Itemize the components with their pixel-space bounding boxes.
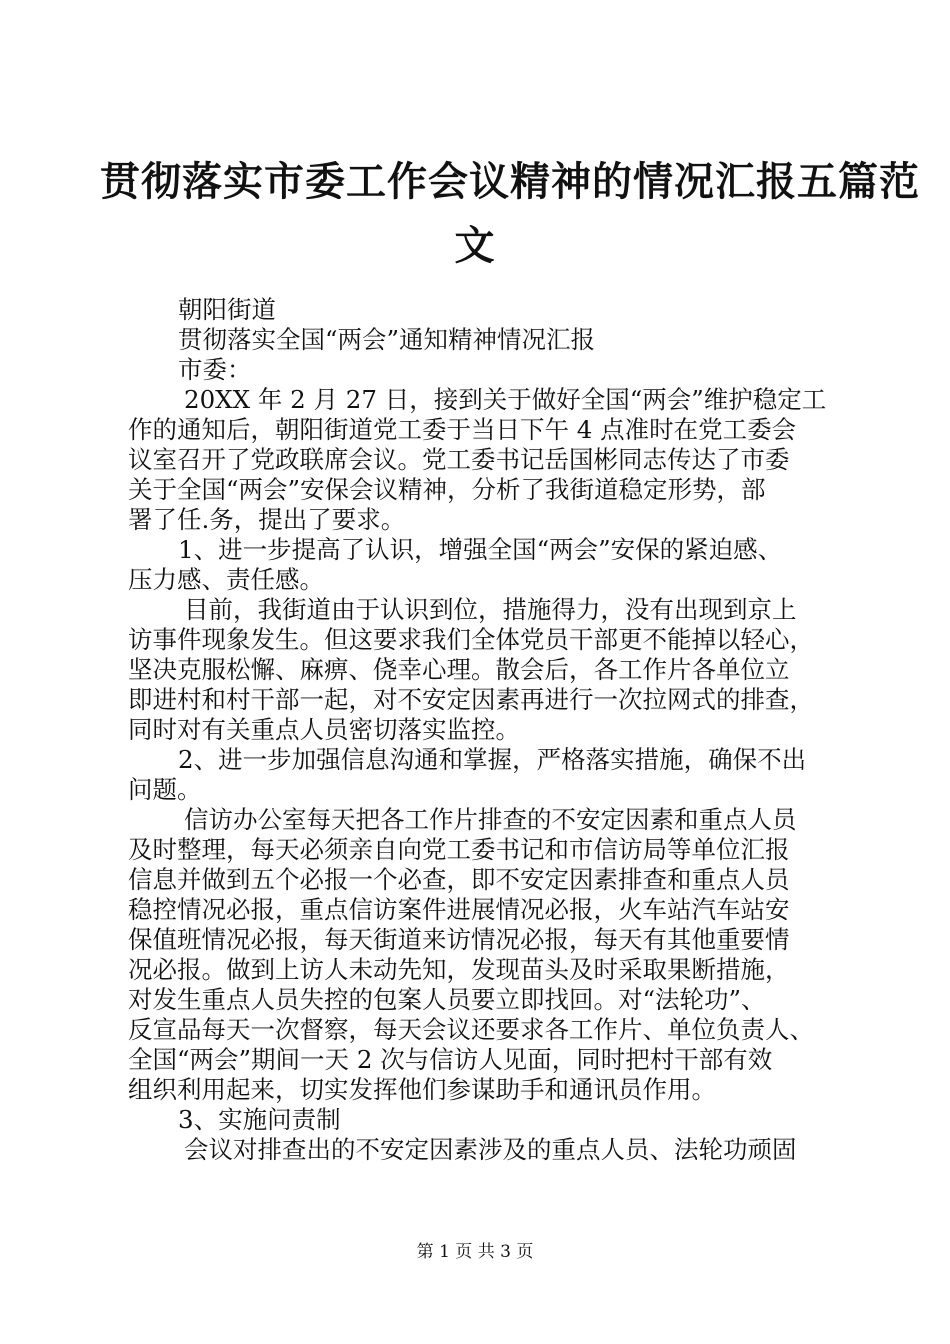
paragraph-line: 及时整理，每天必须亲自向党工委书记和市信访局等单位汇报	[128, 835, 790, 864]
document-title	[100, 150, 920, 278]
paragraph-line: 目前，我街道由于认识到位，措施得力，没有出现到京上	[184, 595, 797, 624]
paragraph-line: 作的通知后，朝阳街道党工委于当日下午 4 点准时在党工委会	[128, 415, 797, 444]
paragraph-line: 问题。	[128, 775, 202, 804]
paragraph-line: 稳控情况必报，重点信访案件进展情况必报，火车站汽车站安	[128, 895, 790, 924]
paragraph-line: 议室召开了党政联席会议。党工委书记岳国彬同志传达了市委	[128, 445, 790, 474]
paragraph-line: 保值班情况必报，每天街道来访情况必报，每天有其他重要情	[128, 925, 790, 954]
paragraph-line: 贯彻落实全国“两会”通知精神情况汇报	[178, 325, 596, 354]
paragraph-line: 压力感、责任感。	[128, 565, 324, 594]
paragraph-line: 即进村和村干部一起，对不安定因素再进行一次拉网式的排查，	[128, 685, 814, 714]
paragraph-line: 反宣品每天一次督察，每天会议还要求各工作片、单位负责人、	[128, 1015, 814, 1044]
paragraph-line: 信访办公室每天把各工作片排查的不安定因素和重点人员	[184, 805, 797, 834]
paragraph-line: 关于全国“两会”安保会议精神，分析了我街道稳定形势，部	[128, 475, 766, 504]
paragraph-line: 访事件现象发生。但这要求我们全体党员干部更不能掉以轻心，	[128, 625, 814, 654]
paragraph-line: 20XX 年 2 月 27 日，接到关于做好全国“两会”维护稳定工	[184, 385, 827, 414]
paragraph-line: 3、实施问责制	[178, 1105, 341, 1134]
paragraph-line: 对发生重点人员失控的包案人员要立即找回。对“法轮功”、	[128, 985, 766, 1014]
paragraph-line: 信息并做到五个必报一个必查，即不安定因素排查和重点人员	[128, 865, 790, 894]
paragraph-line: 署了任.务，提出了要求。	[128, 505, 406, 534]
document-body	[128, 295, 828, 1165]
title-line: 贯彻落实市委工作会议精神的情况汇报五篇范	[100, 158, 920, 205]
paragraph-line: 1、进一步提高了认识，增强全国“两会”安保的紧迫感、	[178, 535, 783, 564]
paragraph-line: 2、进一步加强信息沟通和掌握，严格落实措施，确保不出	[178, 745, 807, 774]
paragraph-line: 全国“两会”期间一天 2 次与信访人见面，同时把村干部有效	[128, 1045, 773, 1074]
page-footer: 第 1 页 共 3 页	[416, 1242, 534, 1262]
paragraph-line: 会议对排查出的不安定因素涉及的重点人员、法轮功顽固	[184, 1135, 797, 1164]
paragraph-line: 市委：	[178, 355, 252, 384]
paragraph-line: 组织利用起来，切实发挥他们参谋助手和通讯员作用。	[128, 1075, 716, 1104]
title-line: 文	[454, 222, 496, 269]
paragraph-line: 况必报。做到上访人未动先知，发现苗头及时采取果断措施，	[128, 955, 790, 984]
paragraph-line: 坚决克服松懈、麻痹、侥幸心理。散会后，各工作片各单位立	[128, 655, 790, 684]
paragraph-line: 朝阳街道	[178, 295, 276, 324]
paragraph-line: 同时对有关重点人员密切落实监控。	[128, 715, 520, 744]
